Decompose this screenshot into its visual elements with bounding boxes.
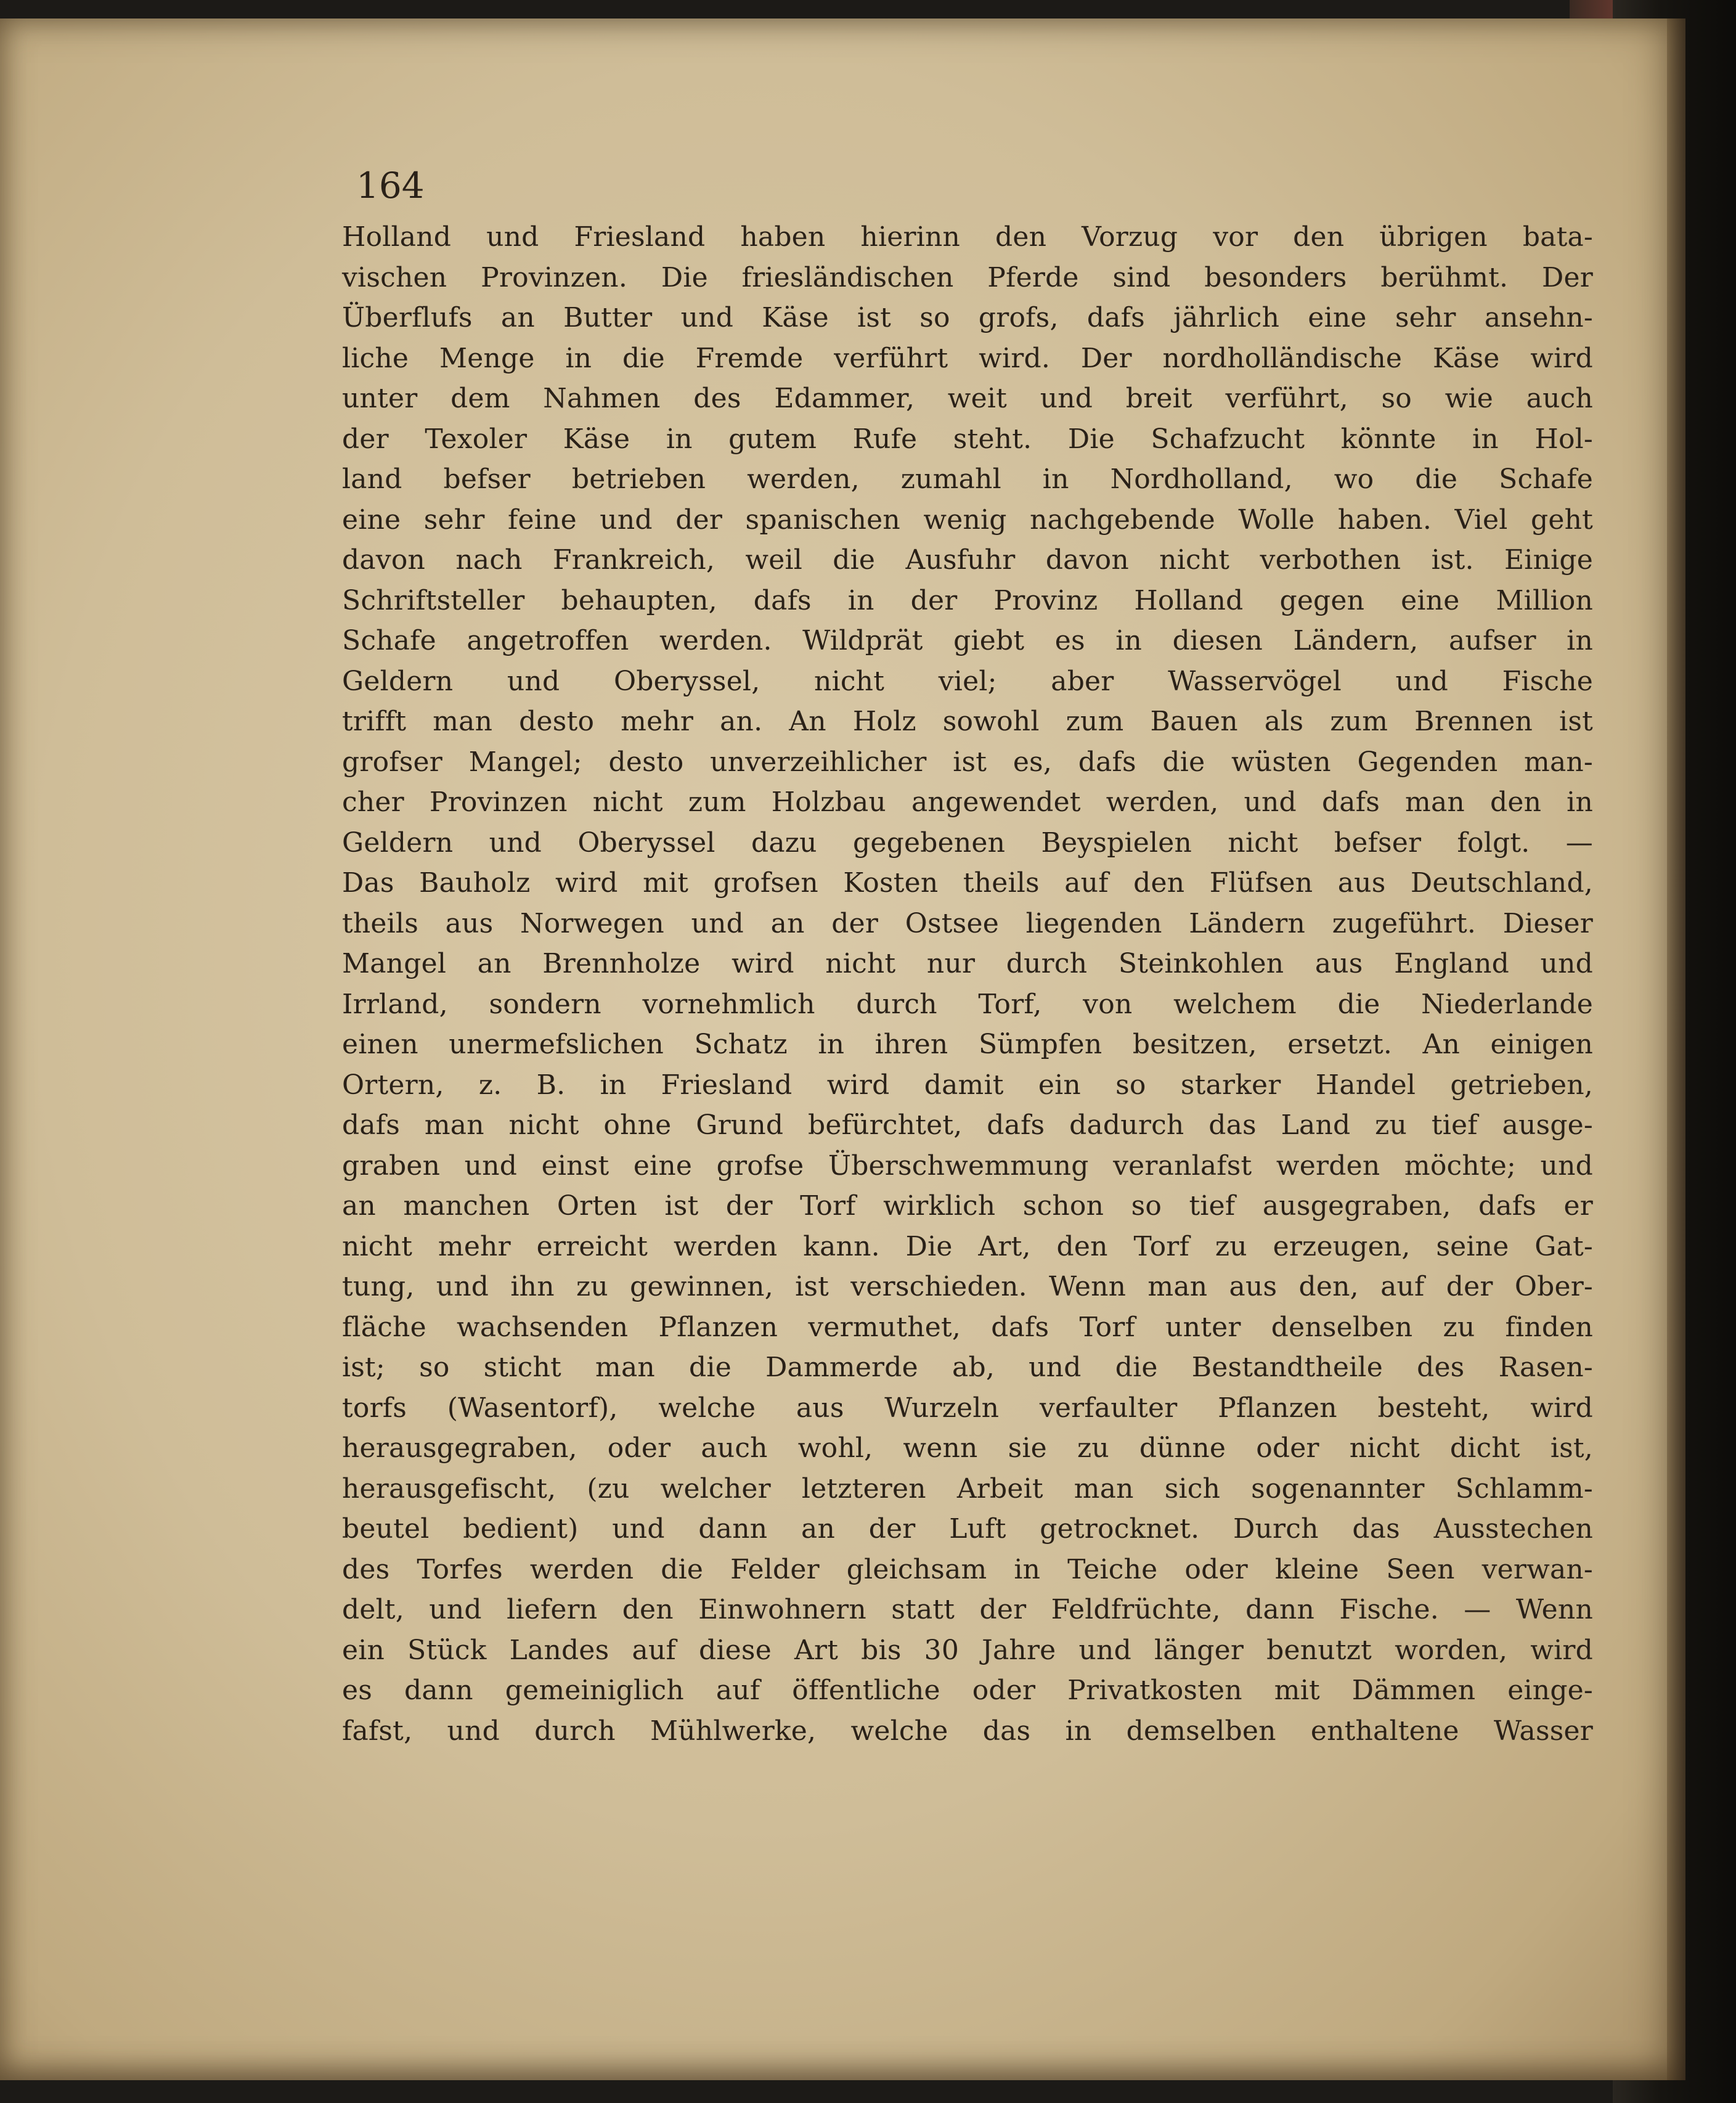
text-line: der Texoler Käse in gutem Rufe steht. Die Schafzucht könnte in Hol- (342, 423, 1593, 455)
text-line: Überflufs an Butter und Käse ist so grofs, dafs jährlich eine sehr ansehn- (342, 302, 1593, 333)
text-line: grofser Mangel; desto unverzeihlicher ist es, dafs die wüsten Gegenden man- (342, 746, 1593, 778)
text-line: nicht mehr erreicht werden kann. Die Art, den Torf zu erzeugen, seine Gat- (342, 1230, 1593, 1262)
text-line: Schafe angetroffen werden. Wildprät giebt es in diesen Ländern, aufser in (342, 625, 1593, 656)
text-line: tung, und ihn zu gewinnen, ist verschieden. Wenn man aus den, auf der Ober- (342, 1271, 1593, 1302)
text-line: ein Stück Landes auf diese Art bis 30 Jahre und länger benutzt worden, wird (342, 1634, 1593, 1666)
text-line: fläche wachsenden Pflanzen vermuthet, dafs Torf unter denselben zu finden (342, 1311, 1593, 1343)
text-line: des Torfes werden die Felder gleichsam in Teiche oder kleine Seen verwan- (342, 1553, 1593, 1585)
text-line: cher Provinzen nicht zum Holzbau angewendet werden, und dafs man den in (342, 786, 1593, 818)
text-line: fafst, und durch Mühlwerke, welche das in demselben enthaltene Wasser (342, 1715, 1593, 1747)
text-line: trifft man desto mehr an. An Holz sowohl zum Bauen als zum Brennen ist (342, 706, 1593, 737)
text-line: theils aus Norwegen und an der Ostsee liegenden Ländern zugeführt. Dieser (342, 907, 1593, 939)
text-line: graben und einst eine grofse Überschwemmung veranlafst werden möchte; und (342, 1150, 1593, 1182)
text-line: Mangel an Brennholze wird nicht nur durch Steinkohlen aus England und (342, 948, 1593, 979)
page-number: 164 (356, 165, 425, 206)
page-sheet (0, 18, 1685, 2080)
text-line: Geldern und Oberyssel, nicht viel; aber Wasservögel und Fische (342, 665, 1593, 697)
text-line: es dann gemeiniglich auf öffentliche oder Privatkosten mit Dämmen einge- (342, 1675, 1593, 1706)
text-line: herausgegraben, oder auch wohl, wenn sie zu dünne oder nicht dicht ist, (342, 1432, 1593, 1464)
text-line: Ortern, z. B. in Friesland wird damit ein so starker Handel getrieben, (342, 1069, 1593, 1101)
text-line: torfs (Wasentorf), welche aus Wurzeln verfaulter Pflanzen besteht, wird (342, 1392, 1593, 1424)
text-line: unter dem Nahmen des Edammer, weit und breit verführt, so wie auch (342, 383, 1593, 414)
text-line: beutel bedient) und dann an der Luft getrocknet. Durch das Ausstechen (342, 1513, 1593, 1545)
text-line: Holland und Friesland haben hierinn den Vorzug vor den übrigen bata- (342, 221, 1593, 253)
text-line: eine sehr feine und der spanischen wenig nachgebende Wolle haben. Viel geht (342, 504, 1593, 536)
page-fold-shadow (1667, 18, 1685, 2080)
text-line: einen unermefslichen Schatz in ihren Sümpfen besitzen, ersetzt. An einigen (342, 1029, 1593, 1060)
text-line: Irrland, sondern vornehmlich durch Torf, von welchem die Niederlande (342, 988, 1593, 1020)
text-line: an manchen Orten ist der Torf wirklich schon so tief ausgegraben, dafs er (342, 1190, 1593, 1222)
text-line: liche Menge in die Fremde verführt wird. Der nordholländische Käse wird (342, 342, 1593, 374)
text-line: herausgefischt, (zu welcher letzteren Arbeit man sich sogenannter Schlamm- (342, 1472, 1593, 1505)
text-line: vischen Provinzen. Die friesländischen Pferde sind besonders berühmt. Der (342, 261, 1593, 293)
text-line: davon nach Frankreich, weil die Ausfuhr davon nicht verbothen ist. Einige (342, 544, 1593, 576)
text-line: Das Bauholz wird mit grofsen Kosten theils auf den Flüfsen aus Deutschland, (342, 867, 1593, 899)
text-line: dafs man nicht ohne Grund befürchtet, dafs dadurch das Land zu tief ausge- (342, 1109, 1593, 1141)
text-line: land befser betrieben werden, zumahl in Nordholland, wo die Schafe (342, 463, 1593, 495)
text-line: Schriftsteller behaupten, dafs in der Provinz Holland gegen eine Million (342, 584, 1593, 616)
text-line: ist; so sticht man die Dammerde ab, und die Bestandtheile des Rasen- (342, 1352, 1593, 1383)
text-line: delt, und liefern den Einwohnern statt der Feldfrüchte, dann Fische. — Wenn (342, 1594, 1593, 1625)
body-text (342, 217, 1593, 1751)
text-line: Geldern und Oberyssel dazu gegebenen Beyspielen nicht befser folgt. — (342, 827, 1593, 859)
